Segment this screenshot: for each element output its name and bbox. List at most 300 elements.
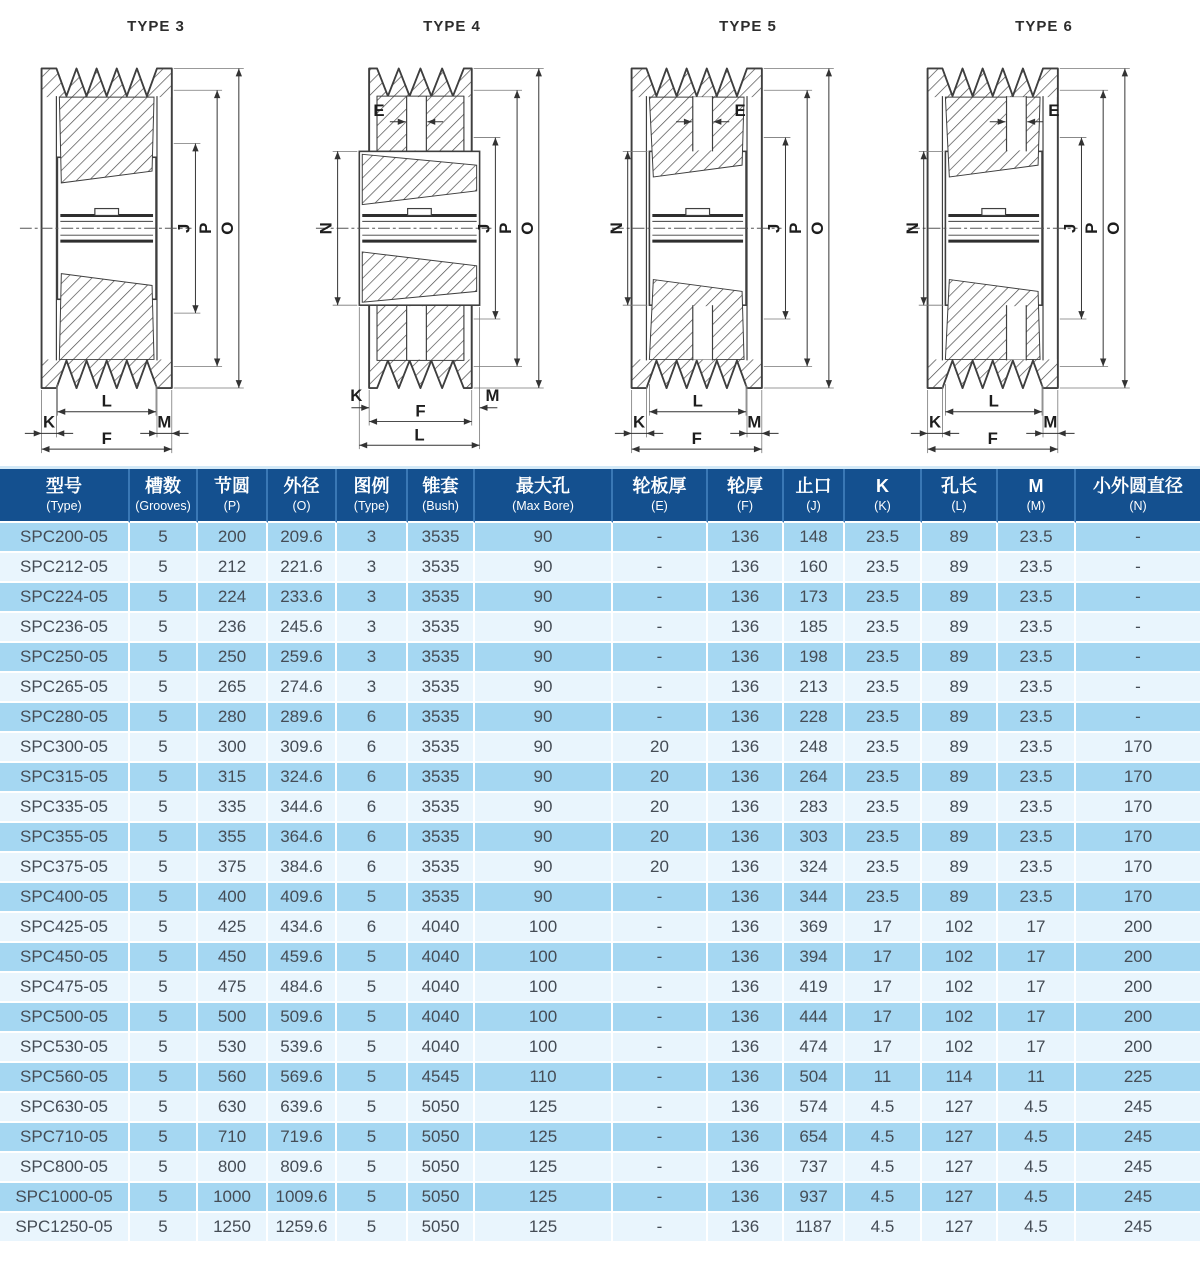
- table-cell: -: [613, 1153, 708, 1183]
- column-header-zh: 图例: [353, 476, 390, 496]
- table-cell: 245: [1076, 1153, 1200, 1183]
- table-cell: 127: [922, 1183, 998, 1213]
- dim-label-N: N: [606, 222, 626, 235]
- table-cell: 136: [708, 823, 784, 853]
- table-cell: 23.5: [998, 733, 1076, 763]
- table-row: [0, 1153, 1200, 1183]
- dim-label-E: E: [734, 100, 746, 120]
- table-cell: 102: [922, 943, 998, 973]
- table-cell: SPC560-05: [0, 1063, 130, 1093]
- table-cell: 102: [922, 913, 998, 943]
- table-cell: 125: [475, 1123, 613, 1153]
- table-cell: -: [613, 1033, 708, 1063]
- dim-label-E: E: [373, 100, 385, 120]
- table-cell: 3535: [408, 553, 475, 583]
- table-cell: 335: [198, 793, 268, 823]
- table-cell: 23.5: [998, 853, 1076, 883]
- table-cell: 6: [337, 763, 408, 793]
- table-cell: 245.6: [268, 613, 337, 643]
- table-cell: 654: [784, 1123, 845, 1153]
- table-cell: 89: [922, 523, 998, 553]
- table-cell: SPC335-05: [0, 793, 130, 823]
- diagram-title: TYPE 3: [127, 18, 185, 35]
- table-row: [0, 1123, 1200, 1153]
- table-cell: -: [613, 613, 708, 643]
- table-cell: 89: [922, 643, 998, 673]
- table-cell: 136: [708, 853, 784, 883]
- table-cell: 4040: [408, 913, 475, 943]
- column-header-en: (Type): [353, 499, 390, 513]
- table-cell: -: [1076, 583, 1200, 613]
- table-cell: 102: [922, 1033, 998, 1063]
- table-cell: SPC355-05: [0, 823, 130, 853]
- diagram-type-4: [304, 4, 600, 461]
- table-cell: SPC375-05: [0, 853, 130, 883]
- diagram-title: TYPE 5: [719, 18, 777, 35]
- table-cell: 17: [998, 1003, 1076, 1033]
- dim-label-O: O: [1103, 221, 1123, 235]
- table-cell: 100: [475, 973, 613, 1003]
- table-cell: 250: [198, 643, 268, 673]
- table-cell: 224: [198, 583, 268, 613]
- table-cell: 630: [198, 1093, 268, 1123]
- table-cell: 560: [198, 1063, 268, 1093]
- column-header-en: (J): [806, 499, 821, 513]
- table-cell: 228: [784, 703, 845, 733]
- table-cell: 127: [922, 1123, 998, 1153]
- table-cell: 3: [337, 673, 408, 703]
- table-cell: 198: [784, 643, 845, 673]
- table-cell: 212: [198, 553, 268, 583]
- table-cell: 409.6: [268, 883, 337, 913]
- table-cell: 160: [784, 553, 845, 583]
- table-cell: 475: [198, 973, 268, 1003]
- table-cell: 3535: [408, 793, 475, 823]
- table-cell: 375: [198, 853, 268, 883]
- table-cell: 4.5: [845, 1123, 922, 1153]
- table-row: [0, 763, 1200, 793]
- table-cell: 324.6: [268, 763, 337, 793]
- table-cell: 355: [198, 823, 268, 853]
- column-header-en: (N): [1129, 499, 1147, 513]
- table-cell: 17: [998, 943, 1076, 973]
- table-cell: 4.5: [998, 1183, 1076, 1213]
- dim-label-O: O: [517, 221, 537, 235]
- table-cell: 23.5: [998, 793, 1076, 823]
- table-cell: 200: [1076, 1033, 1200, 1063]
- table-cell: 3: [337, 553, 408, 583]
- table-cell: 3535: [408, 673, 475, 703]
- table-cell: 1000: [198, 1183, 268, 1213]
- table-cell: SPC300-05: [0, 733, 130, 763]
- table-cell: 90: [475, 793, 613, 823]
- table-cell: 504: [784, 1063, 845, 1093]
- column-header-en: (L): [951, 499, 967, 513]
- table-cell: 136: [708, 673, 784, 703]
- column-header-en: (P): [223, 499, 241, 513]
- table-cell: 300: [198, 733, 268, 763]
- pulley-diagrams-panel: [0, 0, 1200, 466]
- table-cell: 425: [198, 913, 268, 943]
- table-cell: SPC800-05: [0, 1153, 130, 1183]
- column-header-zh: 槽数: [145, 476, 181, 496]
- table-cell: 3535: [408, 733, 475, 763]
- table-cell: 4.5: [845, 1183, 922, 1213]
- table-cell: 89: [922, 583, 998, 613]
- table-cell: SPC315-05: [0, 763, 130, 793]
- table-cell: SPC425-05: [0, 913, 130, 943]
- table-row: [0, 733, 1200, 763]
- column-header-en: (Type): [46, 499, 82, 513]
- table-cell: 3535: [408, 583, 475, 613]
- table-cell: 434.6: [268, 913, 337, 943]
- table-cell: 136: [708, 943, 784, 973]
- table-cell: 170: [1076, 733, 1200, 763]
- table-cell: 102: [922, 1003, 998, 1033]
- dim-label-M: M: [157, 412, 172, 432]
- table-cell: 148: [784, 523, 845, 553]
- table-cell: 170: [1076, 763, 1200, 793]
- table-cell: 450: [198, 943, 268, 973]
- table-cell: -: [613, 943, 708, 973]
- table-cell: SPC475-05: [0, 973, 130, 1003]
- column-header-en: (M): [1026, 499, 1046, 513]
- column-header-zh: 轮厚: [727, 476, 763, 496]
- table-cell: 20: [613, 823, 708, 853]
- table-cell: 136: [708, 613, 784, 643]
- table-cell: 90: [475, 643, 613, 673]
- column-header-3: [268, 469, 337, 523]
- table-cell: SPC1000-05: [0, 1183, 130, 1213]
- table-cell: 136: [708, 883, 784, 913]
- table-cell: 4.5: [845, 1153, 922, 1183]
- column-header-zh: 小外圆直径: [1093, 476, 1183, 496]
- table-cell: 248: [784, 733, 845, 763]
- table-cell: 283: [784, 793, 845, 823]
- table-cell: -: [613, 913, 708, 943]
- table-cell: 474: [784, 1033, 845, 1063]
- table-cell: 90: [475, 733, 613, 763]
- table-cell: 90: [475, 823, 613, 853]
- table-cell: 3535: [408, 883, 475, 913]
- dim-label-O: O: [807, 221, 827, 235]
- table-cell: 6: [337, 853, 408, 883]
- column-header-2: [198, 469, 268, 523]
- dim-label-K: K: [350, 385, 363, 405]
- table-cell: 4545: [408, 1063, 475, 1093]
- table-cell: -: [613, 583, 708, 613]
- table-cell: 6: [337, 793, 408, 823]
- dim-label-J: J: [174, 223, 194, 233]
- table-cell: 23.5: [845, 643, 922, 673]
- table-cell: SPC250-05: [0, 643, 130, 673]
- table-cell: SPC200-05: [0, 523, 130, 553]
- table-cell: 89: [922, 793, 998, 823]
- table-cell: 5: [130, 763, 198, 793]
- table-cell: 264: [784, 763, 845, 793]
- dim-label-P: P: [196, 222, 216, 234]
- table-cell: 89: [922, 673, 998, 703]
- table-cell: 173: [784, 583, 845, 613]
- table-cell: 127: [922, 1093, 998, 1123]
- table-cell: 90: [475, 583, 613, 613]
- table-cell: 6: [337, 703, 408, 733]
- table-cell: 23.5: [998, 523, 1076, 553]
- diagram-title: TYPE 4: [423, 18, 481, 35]
- table-cell: 5: [337, 1153, 408, 1183]
- table-row: [0, 703, 1200, 733]
- column-header-8: [708, 469, 784, 523]
- table-cell: SPC1250-05: [0, 1213, 130, 1243]
- table-cell: 213: [784, 673, 845, 703]
- table-cell: 484.6: [268, 973, 337, 1003]
- table-cell: 110: [475, 1063, 613, 1093]
- column-header-zh: K: [876, 476, 889, 496]
- table-cell: 303: [784, 823, 845, 853]
- table-cell: 315: [198, 763, 268, 793]
- table-cell: 136: [708, 583, 784, 613]
- dim-label-L: L: [692, 391, 703, 411]
- table-cell: 102: [922, 973, 998, 1003]
- table-cell: 5: [130, 913, 198, 943]
- table-cell: 5050: [408, 1213, 475, 1243]
- table-cell: 136: [708, 1093, 784, 1123]
- column-header-13: [1076, 469, 1200, 523]
- table-cell: -: [613, 1063, 708, 1093]
- table-cell: 89: [922, 853, 998, 883]
- table-cell: 5: [130, 793, 198, 823]
- column-header-11: [922, 469, 998, 523]
- table-cell: 136: [708, 1033, 784, 1063]
- column-header-5: [408, 469, 475, 523]
- table-cell: 89: [922, 703, 998, 733]
- table-cell: 5: [337, 1093, 408, 1123]
- table-cell: 200: [1076, 943, 1200, 973]
- dim-label-N: N: [902, 222, 922, 235]
- table-cell: 89: [922, 613, 998, 643]
- table-cell: 4.5: [998, 1213, 1076, 1243]
- table-cell: 136: [708, 1123, 784, 1153]
- table-cell: -: [613, 1093, 708, 1123]
- table-cell: 23.5: [998, 763, 1076, 793]
- table-cell: 5: [130, 553, 198, 583]
- table-row: [0, 973, 1200, 1003]
- table-cell: 3535: [408, 763, 475, 793]
- table-cell: -: [1076, 703, 1200, 733]
- table-cell: 127: [922, 1213, 998, 1243]
- column-header-0: [0, 469, 130, 523]
- table-cell: 17: [998, 1033, 1076, 1063]
- table-cell: 369: [784, 913, 845, 943]
- diagram-type-5: [600, 4, 896, 461]
- diagram-type-3: [8, 4, 304, 461]
- table-cell: 245: [1076, 1093, 1200, 1123]
- table-cell: 136: [708, 913, 784, 943]
- table-cell: 3535: [408, 613, 475, 643]
- table-cell: 500: [198, 1003, 268, 1033]
- table-cell: 459.6: [268, 943, 337, 973]
- table-cell: 23.5: [998, 583, 1076, 613]
- column-header-en: (Grooves): [135, 499, 191, 513]
- table-cell: 245: [1076, 1213, 1200, 1243]
- dim-label-L: L: [988, 391, 999, 411]
- dim-label-M: M: [1043, 412, 1058, 432]
- table-cell: 3: [337, 583, 408, 613]
- table-cell: 245: [1076, 1123, 1200, 1153]
- table-cell: 89: [922, 883, 998, 913]
- table-cell: SPC400-05: [0, 883, 130, 913]
- pulley-drawing: [896, 35, 1192, 461]
- table-cell: 23.5: [845, 673, 922, 703]
- table-cell: SPC630-05: [0, 1093, 130, 1123]
- dim-label-E: E: [1048, 100, 1060, 120]
- table-row: [0, 793, 1200, 823]
- table-cell: 800: [198, 1153, 268, 1183]
- table-cell: 170: [1076, 823, 1200, 853]
- table-cell: 114: [922, 1063, 998, 1093]
- table-cell: 89: [922, 733, 998, 763]
- table-cell: 23.5: [998, 643, 1076, 673]
- table-cell: 364.6: [268, 823, 337, 853]
- table-cell: 3: [337, 523, 408, 553]
- table-cell: SPC224-05: [0, 583, 130, 613]
- table-cell: 90: [475, 673, 613, 703]
- table-cell: 5050: [408, 1123, 475, 1153]
- table-cell: 23.5: [845, 853, 922, 883]
- column-header-zh: 锥套: [422, 476, 459, 496]
- table-cell: 17: [845, 913, 922, 943]
- table-cell: 5050: [408, 1093, 475, 1123]
- table-cell: 136: [708, 1153, 784, 1183]
- table-cell: 90: [475, 613, 613, 643]
- table-row: [0, 883, 1200, 913]
- table-cell: -: [613, 703, 708, 733]
- table-cell: 4040: [408, 973, 475, 1003]
- table-cell: 1250: [198, 1213, 268, 1243]
- table-cell: -: [613, 1183, 708, 1213]
- table-cell: 90: [475, 853, 613, 883]
- table-cell: 259.6: [268, 643, 337, 673]
- table-cell: 3535: [408, 823, 475, 853]
- table-cell: 639.6: [268, 1093, 337, 1123]
- table-cell: 5: [337, 1063, 408, 1093]
- dim-label-L: L: [414, 425, 425, 445]
- table-cell: 136: [708, 733, 784, 763]
- spec-table: [0, 466, 1200, 1243]
- table-row: [0, 523, 1200, 553]
- table-cell: 5: [130, 1093, 198, 1123]
- table-cell: 11: [845, 1063, 922, 1093]
- table-cell: 200: [1076, 973, 1200, 1003]
- table-cell: SPC710-05: [0, 1123, 130, 1153]
- table-cell: 5: [130, 943, 198, 973]
- table-cell: SPC530-05: [0, 1033, 130, 1063]
- table-cell: 5: [130, 1003, 198, 1033]
- table-cell: 5: [337, 1003, 408, 1033]
- table-cell: -: [613, 1213, 708, 1243]
- column-header-zh: 型号: [46, 476, 82, 496]
- dim-label-J: J: [764, 223, 784, 233]
- table-row: [0, 1183, 1200, 1213]
- table-cell: SPC280-05: [0, 703, 130, 733]
- table-cell: 89: [922, 763, 998, 793]
- table-row: [0, 673, 1200, 703]
- table-cell: -: [613, 643, 708, 673]
- table-cell: 5: [130, 883, 198, 913]
- table-cell: 89: [922, 823, 998, 853]
- table-cell: -: [613, 673, 708, 703]
- table-cell: 221.6: [268, 553, 337, 583]
- column-header-zh: 最大孔: [516, 476, 570, 496]
- table-cell: 289.6: [268, 703, 337, 733]
- table-cell: 5050: [408, 1183, 475, 1213]
- table-cell: 5: [337, 973, 408, 1003]
- table-cell: 100: [475, 1003, 613, 1033]
- column-header-7: [613, 469, 708, 523]
- table-cell: 5: [130, 1153, 198, 1183]
- table-cell: 4040: [408, 1003, 475, 1033]
- table-cell: 20: [613, 793, 708, 823]
- table-cell: 5: [337, 1213, 408, 1243]
- dim-label-K: K: [42, 412, 56, 432]
- table-cell: 17: [998, 973, 1076, 1003]
- table-cell: 5: [130, 823, 198, 853]
- table-cell: -: [613, 883, 708, 913]
- table-cell: 5: [130, 523, 198, 553]
- table-cell: 23.5: [845, 883, 922, 913]
- table-cell: 324: [784, 853, 845, 883]
- column-header-en: (Max Bore): [512, 499, 574, 513]
- table-cell: 5: [130, 1063, 198, 1093]
- table-cell: 209.6: [268, 523, 337, 553]
- column-header-en: (E): [651, 499, 668, 513]
- table-cell: 225: [1076, 1063, 1200, 1093]
- table-row: [0, 643, 1200, 673]
- table-cell: 3535: [408, 523, 475, 553]
- table-cell: SPC450-05: [0, 943, 130, 973]
- table-cell: 23.5: [845, 613, 922, 643]
- table-cell: 136: [708, 1183, 784, 1213]
- column-header-10: [845, 469, 922, 523]
- table-cell: 136: [708, 703, 784, 733]
- dim-label-P: P: [496, 222, 516, 234]
- table-cell: 136: [708, 973, 784, 1003]
- table-cell: -: [1076, 643, 1200, 673]
- table-cell: 245: [1076, 1183, 1200, 1213]
- table-row: [0, 1063, 1200, 1093]
- column-header-1: [130, 469, 198, 523]
- table-cell: 530: [198, 1033, 268, 1063]
- table-cell: 5: [130, 1213, 198, 1243]
- table-cell: 136: [708, 553, 784, 583]
- table-cell: 309.6: [268, 733, 337, 763]
- table-cell: 23.5: [998, 613, 1076, 643]
- table-cell: 100: [475, 913, 613, 943]
- table-cell: -: [613, 523, 708, 553]
- table-cell: 3535: [408, 703, 475, 733]
- table-cell: 710: [198, 1123, 268, 1153]
- table-cell: -: [613, 1003, 708, 1033]
- table-cell: 1009.6: [268, 1183, 337, 1213]
- column-header-zh: 外径: [283, 476, 320, 496]
- dim-label-J: J: [1060, 223, 1080, 233]
- table-cell: 4040: [408, 1033, 475, 1063]
- table-cell: 136: [708, 1003, 784, 1033]
- table-cell: 185: [784, 613, 845, 643]
- table-cell: 4.5: [845, 1213, 922, 1243]
- table-row: [0, 553, 1200, 583]
- table-cell: 90: [475, 523, 613, 553]
